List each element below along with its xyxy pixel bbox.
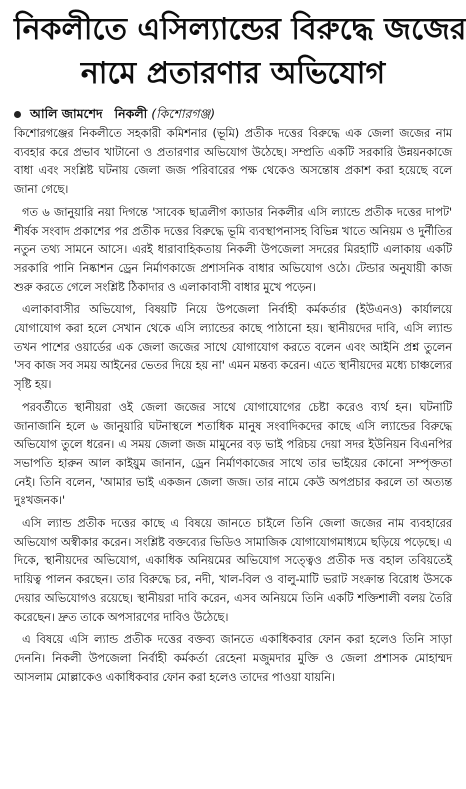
headline-line-2: নামে প্রতারণার অভিযোগ bbox=[80, 56, 386, 91]
paragraph: এসি ল্যান্ড প্রতীক দত্তের কাছে এ বিষয়ে জানতে চাইলে তিনি জেলা জজের নাম ব্যবহারের অভিযোগ অস্বীকার করেন। সংশ্লিষ্ট বক্তব্যের ভিডিও সামাজিক যোগাযোগমাধ্যমে ছড়িয়ে পড়েছে। এ দিকে, স্থানীয়দের অভিযোগ, একাধিক অনিয়মের অভিযোগ সত্ত্বেও প্রতীক দত্ত বহাল তবিয়তেই দায়িত্ব পালন করছেন। তার বিরুদ্ধে চর, নদী, খাল-বিল ও বালু-মাটি ভরাট সংক্রান্ত বিরোধ উসকে দেয়ার অভিযোগও রয়েছে। স্থানীয়রা দাবি করেন, এসব অনিয়মে তিনি একটি শক্তিশালী বলয় তৈরি করেছেন। দ্রুত তাকে অপসারণের দাবিও উঠেছে। bbox=[14, 516, 452, 624]
paragraph: গত ৬ জানুয়ারি নয়া দিগন্তে 'সাবেক ছাত্রলীগ ক্যাডার নিকলীর এসি ল্যান্ডে প্রতীক দত্তের দাপট' শীর্ষক সংবাদ প্রকাশের পর প্রতীক দত্তের বিরুদ্ধে ভূমি ব্যবস্থাপনাসহ বিভিন্ন খাতে অনিয়ম ও দুর্নীতির নতুন তথ্য সামনে আসে। এরই ধারাবাহিকতায় নিকলী উপজেলা সদরের মিরহাটি এলাকায় একটি সরকারি পানি নিষ্কাশন ড্রেন নির্মাণকাজে প্রশাসনিক বাধার অভিযোগ ওঠে। টেন্ডার অনুযায়ী কাজ শুরু করতে গেলে সংশ্লিষ্ট ঠিকাদার ও এলাকাবাসী বাধার মুখে পড়েন। bbox=[14, 204, 452, 294]
paragraph: কিশোরগঞ্জের নিকলীতে সহকারী কমিশনার (ভূমি) প্রতীক দত্তের বিরুদ্ধে এক জেলা জজের নাম ব্যবহার করে প্রভাব খাটানো ও প্রতারণার অভিযোগ উঠেছে। সম্প্রতি একটি সরকারি উন্নয়নকাজে বাধা এবং সংশ্লিষ্ট ঘটনায় জেলা জজ পরিবারের পক্ষ থেকেও অসন্তোষ প্রকাশ করা হয়েছে বলে জানা গেছে। bbox=[14, 126, 452, 197]
byline-author: আলি জামশেদ bbox=[29, 106, 103, 121]
byline-district: (কিশোরগঞ্জ) bbox=[151, 106, 216, 121]
byline bbox=[14, 104, 452, 124]
headline bbox=[14, 8, 466, 96]
paragraph: পরবর্তীতে স্থানীয়রা ওই জেলা জজের সাথে যোগাযোগের চেষ্টা করেও ব্যর্থ হন। ঘটনাটি জানাজানি হলে ৬ জানুয়ারি ঘটনাস্থলে শতাধিক মানুষ সংবাদিকদের কাছে এসি ল্যান্ডের বিরুদ্ধে অভিযোগ তুলে ধরেন। এ সময় জেলা জজ মামুনের বড় ভাই পরিচয় দেয়া সদর ইউনিয়ন বিএনপির সভাপতি হারুন আল কাইয়ুম জানান, ড্রেন নির্মাণকাজের সাথে তার ভাইয়ের কোনো সম্পৃক্ততা নেই। তিনি বলেন, 'আমার ভাই একজন জেলা জজ। তার নামে কেউ অপপ্রচার করলে তা অত্যন্ত দুঃখজনক।' bbox=[14, 399, 452, 508]
article-body bbox=[14, 124, 452, 686]
paragraph: এলাকাবাসীর অভিযোগ, বিষয়টি নিয়ে উপজেলা নির্বাহী কর্মকর্তার (ইউএনও) কার্যালয়ে যোগাযোগ করা হলে সেখান থেকে এসি ল্যান্ডের কাছে পাঠানো হয়। স্থানীয়দের দাবি, এসি ল্যান্ড তখন পাশের ওয়ার্ডের এক জেলা জজের সাথে যোগাযোগ করতে বলেন এবং আইনি প্রশ্ন তুলেন 'সব কাজ সব সময় আইনের ভেতর দিয়ে হয় না' এমন মন্তব্য করেন। এতে স্থানীয়দের মধ্যে চাঞ্চল্যের সৃষ্টি হয়। bbox=[14, 302, 452, 392]
bullet-icon bbox=[14, 111, 21, 118]
byline-place: নিকলী bbox=[114, 106, 148, 121]
paragraph: এ বিষয়ে এসি ল্যান্ড প্রতীক দত্তের বক্তব্য জানতে একাধিকবার ফোন করা হলেও তিনি সাড়া দেননি। নিকলী উপজেলা নির্বাহী কর্মকর্তা রেহেনা মজুমদার মুক্তি ও জেলা প্রশাসক মোহাম্মদ আসলাম মোল্লাকেও একাধিকবার ফোন করা হলেও তাদের পাওয়া যায়নি। bbox=[14, 632, 452, 684]
headline-line-1: নিকলীতে এসিল্যান্ডের বিরুদ্ধে জজের bbox=[14, 12, 466, 47]
